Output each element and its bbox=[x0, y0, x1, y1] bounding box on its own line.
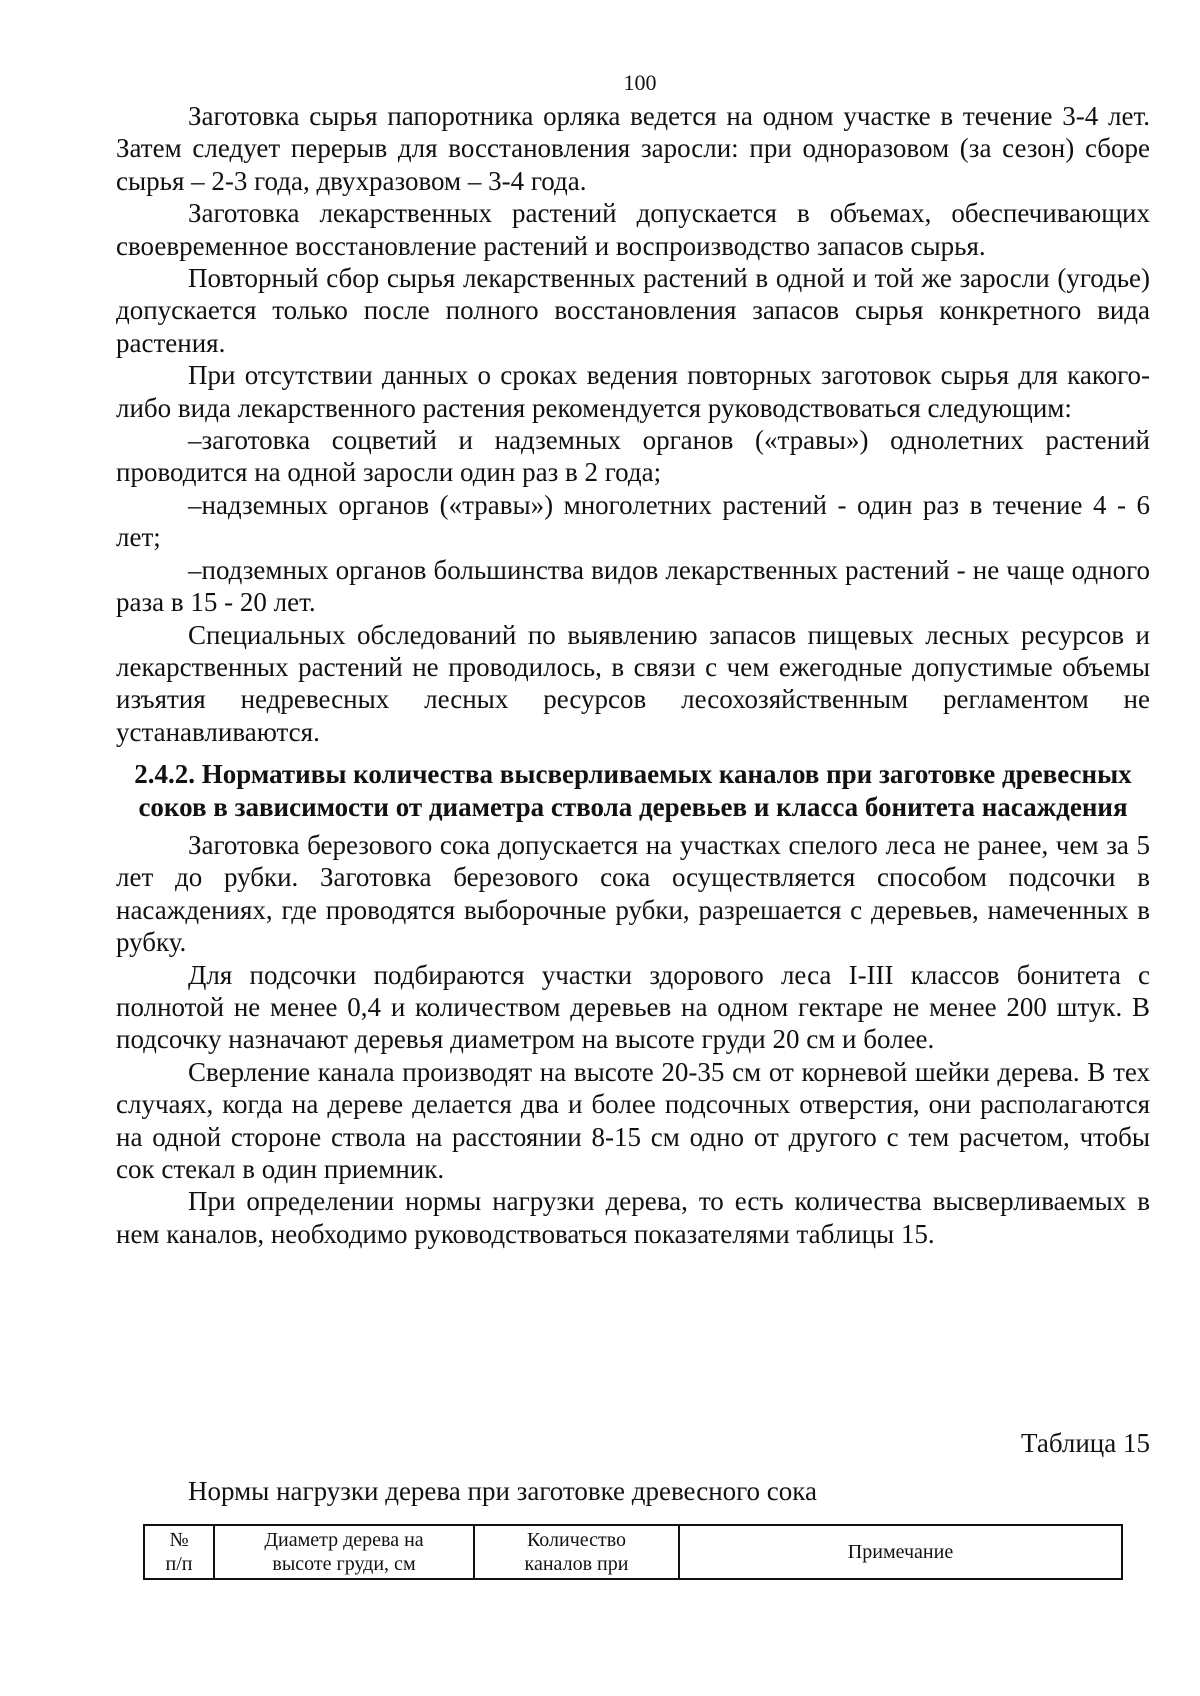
paragraph: При отсутствии данных о сроках ведения повторных заготовок сырья для какого-либо вида лекарственного растения рекомендуется руководствоваться следующим: bbox=[116, 360, 1150, 423]
header-cell-note: Примечание bbox=[679, 1525, 1122, 1579]
page-number: 100 bbox=[623, 70, 657, 95]
paragraph: Сверление канала производят на высоте 20-35 см от корневой шейки дерева. В тех случаях, когда на дереве делается два и более подсочных отверстия, они располагаются на одной стороне ствола на расстоянии 8-15 см одно от другого с тем расчетом, чтобы сок стекал в один приемник. bbox=[116, 1056, 1150, 1184]
body-text bbox=[116, 100, 1150, 1250]
paragraph: Специальных обследований по выявлению запасов пищевых лесных ресурсов и лекарственных растений не проводилось, в связи с чем ежегодные допустимые объемы изъятия недревесных лесных ресурсов лесохозяйственным регламентом не устанавливаются. bbox=[116, 619, 1150, 747]
header-channels-line2: каналов при bbox=[524, 1553, 629, 1575]
section-heading: 2.4.2. Нормативы количества высверливаемых каналов при заготовке древесных соков в зависимости от диаметра ствола деревьев и класса бонитета насаждения bbox=[134, 759, 1132, 822]
list-item: –заготовка соцветий и надземных органов («травы») однолетних растений проводится на одной заросли один раз в 2 года; bbox=[116, 425, 1150, 488]
header-number-line1: № bbox=[169, 1529, 189, 1551]
header-cell-channels bbox=[474, 1525, 679, 1579]
paragraph: Для подсочки подбираются участки здорового леса I-III классов бонитета с полнотой не менее 0,4 и количеством деревьев на одном гектаре не менее 200 штук. В подсочку назначают деревья диаметром на высоте груди 20 см и более. bbox=[116, 959, 1150, 1055]
paragraph: Повторный сбор сырья лекарственных растений в одной и той же заросли (угодье) допускается только после полного восстановления запасов сырья конкретного вида растения. bbox=[116, 263, 1150, 358]
table-label: Таблица 15 bbox=[1021, 1428, 1150, 1458]
list-item: –подземных органов большинства видов лекарственных растений - не чаще одного раза в 15 - 20 лет. bbox=[116, 554, 1150, 618]
table-title: Нормы нагрузки дерева при заготовке древесного сока bbox=[188, 1476, 817, 1506]
header-diameter-line2: высоте груди, см bbox=[272, 1553, 416, 1575]
paragraph: Заготовка сырья папоротника орляка ведется на одном участке в течение 3-4 лет. Затем следует перерыв для восстановления заросли: при одноразовом (за сезон) сборе сырья – 2-3 года, двухразовом – 3-4 года. bbox=[116, 101, 1150, 196]
paragraph: Заготовка лекарственных растений допускается в объемах, обеспечивающих своевременное восстановление растений и воспроизводство запасов сырья. bbox=[116, 198, 1150, 261]
header-cell-diameter bbox=[214, 1525, 474, 1579]
paragraph: Заготовка березового сока допускается на участках спелого леса не ранее, чем за 5 лет до рубки. Заготовка березового сока осуществляется способом подсочки в насаждениях, где проводятся выборочные рубки, разрешается с деревьев, намеченных в рубку. bbox=[116, 829, 1150, 958]
header-channels-line1: Количество bbox=[526, 1529, 627, 1551]
header-cell-number bbox=[144, 1525, 214, 1579]
table-header-row bbox=[144, 1525, 1122, 1579]
list-item: –надземных органов («травы») многолетних растений - один раз в течение 4 - 6 лет; bbox=[116, 489, 1150, 553]
norms-table bbox=[143, 1524, 1123, 1580]
paragraph: При определении нормы нагрузки дерева, то есть количества высверливаемых в нем каналов, необходимо руководствоваться показателями таблицы 15. bbox=[116, 1186, 1150, 1249]
header-diameter-line1: Диаметр дерева на bbox=[264, 1529, 424, 1551]
header-number-line2: п/п bbox=[165, 1553, 193, 1575]
